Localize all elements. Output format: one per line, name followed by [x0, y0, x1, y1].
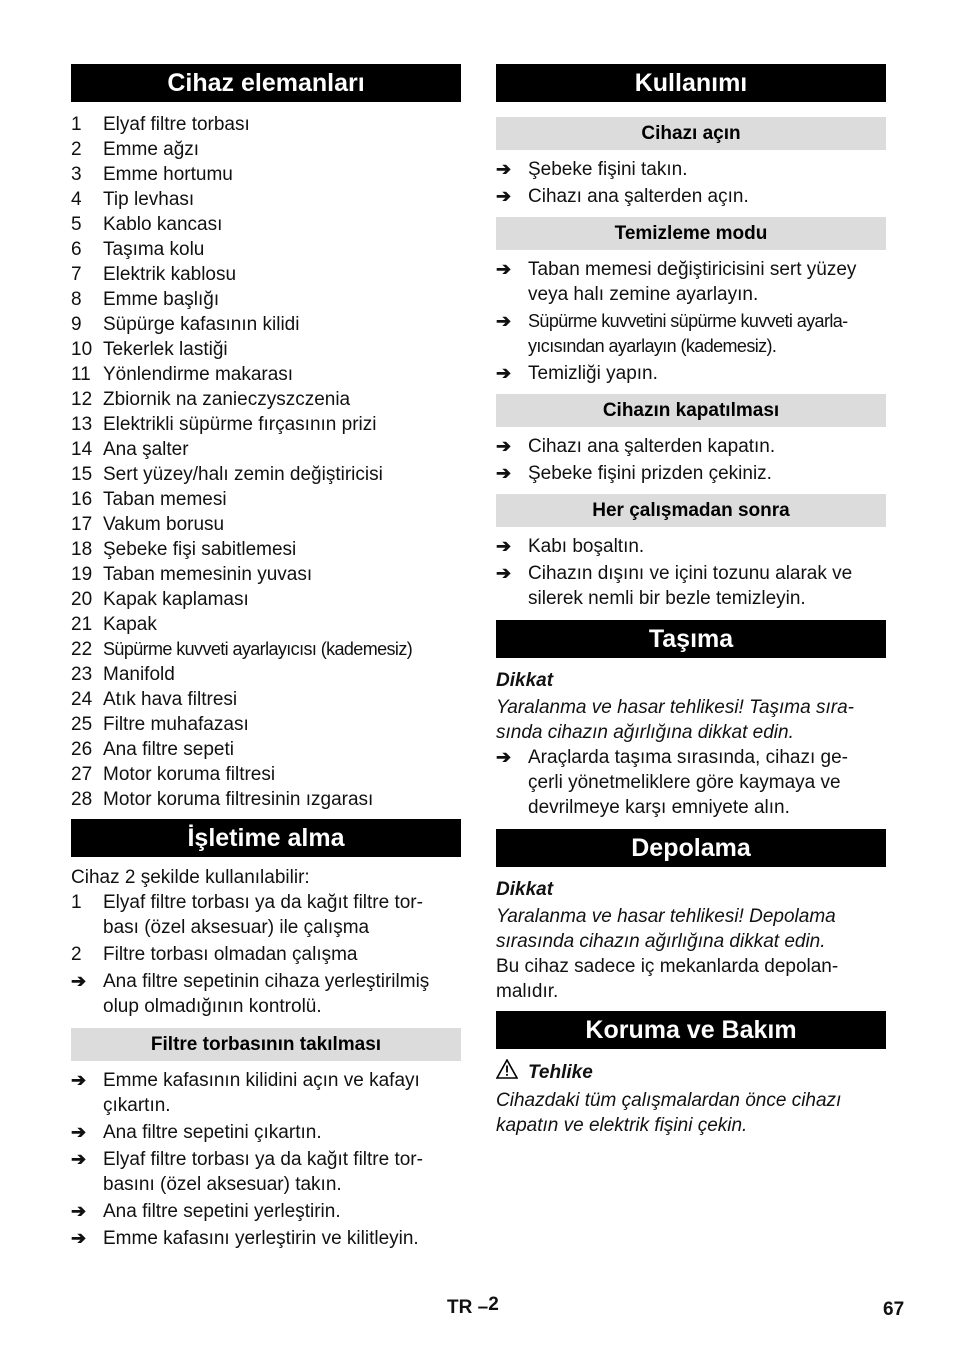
section-title-usage: Kullanımı: [496, 64, 886, 102]
list-item: [71, 512, 461, 537]
item-number: 28: [71, 789, 93, 810]
item-label: Motor koruma filtresinin ızgarası: [103, 789, 374, 810]
item-number: 15: [71, 464, 93, 485]
step-text: olup olmadığının kontrolü.: [103, 996, 322, 1017]
parts-list: [71, 112, 461, 812]
arrow-right-icon: ➔: [496, 747, 512, 767]
list-item: [71, 112, 461, 137]
item-number: 1: [71, 114, 82, 135]
step-text: Şebeke fişini prizden çekiniz.: [528, 463, 772, 484]
item-label: Süpürge kafasının kilidi: [103, 314, 300, 335]
item-label: Yönlendirme makarası: [103, 364, 294, 385]
item-label: Ana filtre sepeti: [103, 739, 234, 760]
list-item: [71, 687, 461, 712]
step-item: [496, 745, 886, 820]
list-item: [71, 712, 461, 737]
arrow-right-icon: ➔: [496, 186, 512, 206]
item-number: 21: [71, 614, 93, 635]
arrow-right-icon: ➔: [496, 159, 512, 179]
item-number: 6: [71, 239, 82, 260]
arrow-right-icon: ➔: [496, 311, 511, 331]
item-number: 24: [71, 689, 93, 710]
step-text: Ana filtre sepetini yerleştirin.: [103, 1201, 341, 1222]
item-label: Taşıma kolu: [103, 239, 205, 260]
step-text: Cihazı ana şalterden kapatın.: [528, 436, 776, 457]
step-item: [71, 1068, 461, 1118]
item-label: Taban memesi: [103, 489, 227, 510]
list-item: [71, 187, 461, 212]
caution-label: Dikkat: [496, 879, 554, 900]
list-item: [71, 662, 461, 687]
option-text: Elyaf filtre torbası ya da kağıt filtre tor-: [103, 892, 423, 913]
option-text: Filtre torbası olmadan çalışma: [103, 944, 358, 965]
step-text: veya halı zemine ayarlayın.: [528, 284, 759, 305]
arrow-right-icon: ➔: [496, 463, 512, 483]
item-label: Elektrik kablosu: [103, 264, 237, 285]
item-label: Tekerlek lastiği: [103, 339, 228, 360]
page-number: 67: [883, 1299, 905, 1320]
arrow-right-icon: ➔: [71, 971, 87, 991]
list-item: [71, 137, 461, 162]
footer-language: [447, 1294, 499, 1319]
list-item: [71, 437, 461, 462]
item-label: Kablo kancası: [103, 214, 223, 235]
step-item: [496, 309, 886, 359]
list-item: [71, 462, 461, 487]
item-label: Atık hava filtresi: [103, 689, 238, 710]
list-item: [71, 762, 461, 787]
step-text: Temizliği yapın.: [528, 363, 658, 384]
option-item: [71, 942, 461, 967]
list-item: [71, 537, 461, 562]
section-title-device-elements: Cihaz elemanları: [71, 64, 461, 102]
item-number: 22: [71, 639, 93, 660]
list-item: [71, 737, 461, 762]
list-item: [71, 262, 461, 287]
arrow-right-icon: ➔: [71, 1228, 87, 1248]
step-text: basını (özel aksesuar) takın.: [103, 1174, 342, 1195]
list-item: [71, 387, 461, 412]
arrow-right-icon: ➔: [71, 1070, 87, 1090]
intro-text: Cihaz 2 şekilde kullanılabilir:: [71, 867, 310, 888]
subsection-title-cleaning-mode: Temizleme modu: [496, 217, 886, 250]
arrow-right-icon: ➔: [71, 1149, 87, 1169]
item-label: Kapak: [103, 614, 157, 635]
step-text: çıkartın.: [103, 1095, 171, 1116]
list-item: [71, 637, 461, 662]
item-number: 16: [71, 489, 93, 510]
list-item: [71, 412, 461, 437]
caution-text: Yaralanma ve hasar tehlikesi! Taşıma sıra- sında cihazın ağırlığına dikkat edin.: [496, 697, 854, 743]
step-text: yıcısından ayarlayın (kademesiz).: [528, 336, 777, 356]
step-item: [496, 561, 886, 611]
arrow-right-icon: ➔: [71, 1122, 87, 1142]
step-item: [71, 1226, 461, 1251]
item-number: 20: [71, 589, 93, 610]
item-number: 4: [71, 189, 82, 210]
subsection-title-after-work: Her çalışmadan sonra: [496, 494, 886, 527]
item-label: Ana şalter: [103, 439, 189, 460]
item-number: 2: [71, 139, 82, 160]
list-item: [71, 612, 461, 637]
item-label: Sert yüzey/halı zemin değiştiricisi: [103, 464, 383, 485]
step-text: Emme kafasını yerleştirin ve kilitleyin.: [103, 1228, 419, 1249]
caution-text: Yaralanma ve hasar tehlikesi! Depolama sırasında cihazın ağırlığına dikkat edin.: [496, 906, 836, 952]
caution-label: Dikkat: [496, 670, 554, 691]
item-number: 27: [71, 764, 93, 785]
list-item: [71, 587, 461, 612]
item-label: Emme hortumu: [103, 164, 233, 185]
item-label: Süpürme kuvveti ayarlayıcısı (kademesiz): [103, 639, 413, 659]
option-item: [71, 890, 461, 940]
item-number: 17: [71, 514, 93, 535]
item-label: Vakum borusu: [103, 514, 225, 535]
item-label: Taban memesinin yuvası: [103, 564, 313, 585]
subsection-title-switch-off: Cihazın kapatılması: [496, 394, 886, 427]
arrow-right-icon: ➔: [496, 436, 512, 456]
step-text: çerli yönetmeliklere göre kaymaya ve: [528, 772, 841, 793]
item-label: Zbiornik na zanieczyszczenia: [103, 389, 351, 410]
item-label: Tip levhası: [103, 189, 195, 210]
item-number: 3: [71, 164, 82, 185]
danger-label: Tehlike: [528, 1062, 593, 1083]
list-item: [71, 337, 461, 362]
step-item: [496, 184, 886, 209]
footer-section-number: 2: [488, 1294, 499, 1315]
arrow-right-icon: ➔: [496, 536, 512, 556]
item-label: Manifold: [103, 664, 175, 685]
step-item: [496, 534, 886, 559]
item-number: 18: [71, 539, 93, 560]
list-item: [71, 162, 461, 187]
step-text: Elyaf filtre torbası ya da kağıt filtre tor-: [103, 1149, 423, 1170]
item-label: Filtre muhafazası: [103, 714, 249, 735]
item-number: 5: [71, 214, 82, 235]
step-item: [71, 1120, 461, 1145]
step-text: devrilmeye karşı emniyete alın.: [528, 797, 790, 818]
item-label: Emme ağzı: [103, 139, 200, 160]
list-item: [71, 487, 461, 512]
list-item: [71, 212, 461, 237]
item-number: 23: [71, 664, 93, 685]
item-label: Kapak kaplaması: [103, 589, 249, 610]
subsection-title-filter-bag: Filtre torbasının takılması: [71, 1028, 461, 1061]
step-text: Ana filtre sepetinin cihaza yerleştirilmiş: [103, 971, 430, 992]
left-column: [71, 64, 461, 1251]
step-item: [71, 1199, 461, 1224]
section-title-commissioning: İşletime alma: [71, 819, 461, 857]
step-text: Araçlarda taşıma sırasında, cihazı ge-: [528, 747, 848, 768]
list-item: [71, 562, 461, 587]
step-item: [71, 1147, 461, 1197]
step-text: Ana filtre sepetini çıkartın.: [103, 1122, 322, 1143]
item-number: 13: [71, 414, 93, 435]
list-item: [71, 312, 461, 337]
language-code: TR: [447, 1297, 473, 1318]
item-number: 12: [71, 389, 93, 410]
list-item: [71, 362, 461, 387]
arrow-right-icon: ➔: [496, 363, 512, 383]
step-text: Taban memesi değiştiricisini sert yüzey: [528, 259, 857, 280]
item-number: 8: [71, 289, 82, 310]
item-number: 9: [71, 314, 82, 335]
footer-dash: –: [477, 1297, 489, 1318]
item-number: 14: [71, 439, 93, 460]
section-title-transport: Taşıma: [496, 620, 886, 658]
section-title-maintenance: Koruma ve Bakım: [496, 1011, 886, 1049]
item-number: 7: [71, 264, 82, 285]
storage-note: Bu cihaz sadece iç mekanlarda depolan- malıdır.: [496, 956, 839, 1002]
step-item: [496, 157, 886, 182]
item-number: 10: [71, 339, 93, 360]
danger-label-row: [496, 1059, 886, 1086]
step-item: [496, 361, 886, 386]
step-text: Emme kafasının kilidini açın ve kafayı: [103, 1070, 420, 1091]
arrow-right-icon: ➔: [496, 563, 512, 583]
arrow-right-icon: ➔: [496, 259, 512, 279]
subsection-title-switch-on: Cihazı açın: [496, 117, 886, 150]
item-number: 11: [71, 364, 91, 385]
item-label: Motor koruma filtresi: [103, 764, 276, 785]
item-label: Emme başlığı: [103, 289, 220, 310]
danger-text: Cihazdaki tüm çalışmalardan önce cihazı kapatın ve elektrik fişini çekin.: [496, 1090, 842, 1136]
step-text: Kabı boşaltın.: [528, 536, 645, 557]
item-label: Şebeke fişi sabitlemesi: [103, 539, 297, 560]
option-text: bası (özel aksesuar) ile çalışma: [103, 917, 370, 938]
step-text: Cihazın dışını ve içini tozunu alarak ve: [528, 563, 853, 584]
arrow-right-icon: ➔: [71, 1201, 87, 1221]
step-text: Cihazı ana şalterden açın.: [528, 186, 749, 207]
warning-triangle-icon: [496, 1059, 518, 1086]
item-label: Elyaf filtre torbası: [103, 114, 250, 135]
item-number: 25: [71, 714, 93, 735]
step-text: silerek nemli bir bezle temizleyin.: [528, 588, 806, 609]
item-number: 26: [71, 739, 93, 760]
step-item: [71, 969, 461, 1019]
step-text: Süpürme kuvvetini süpürme kuvveti ayarla-: [528, 311, 848, 331]
step-item: [496, 257, 886, 307]
option-number: 2: [71, 944, 82, 965]
right-column: [496, 64, 886, 1138]
item-number: 19: [71, 564, 93, 585]
step-text: Şebeke fişini takın.: [528, 159, 688, 180]
list-item: [71, 237, 461, 262]
item-label: Elektrikli süpürme fırçasının prizi: [103, 414, 377, 435]
list-item: [71, 287, 461, 312]
list-item: [71, 787, 461, 812]
step-item: [496, 461, 886, 486]
option-number: 1: [71, 892, 82, 913]
step-item: [496, 434, 886, 459]
section-title-storage: Depolama: [496, 829, 886, 867]
